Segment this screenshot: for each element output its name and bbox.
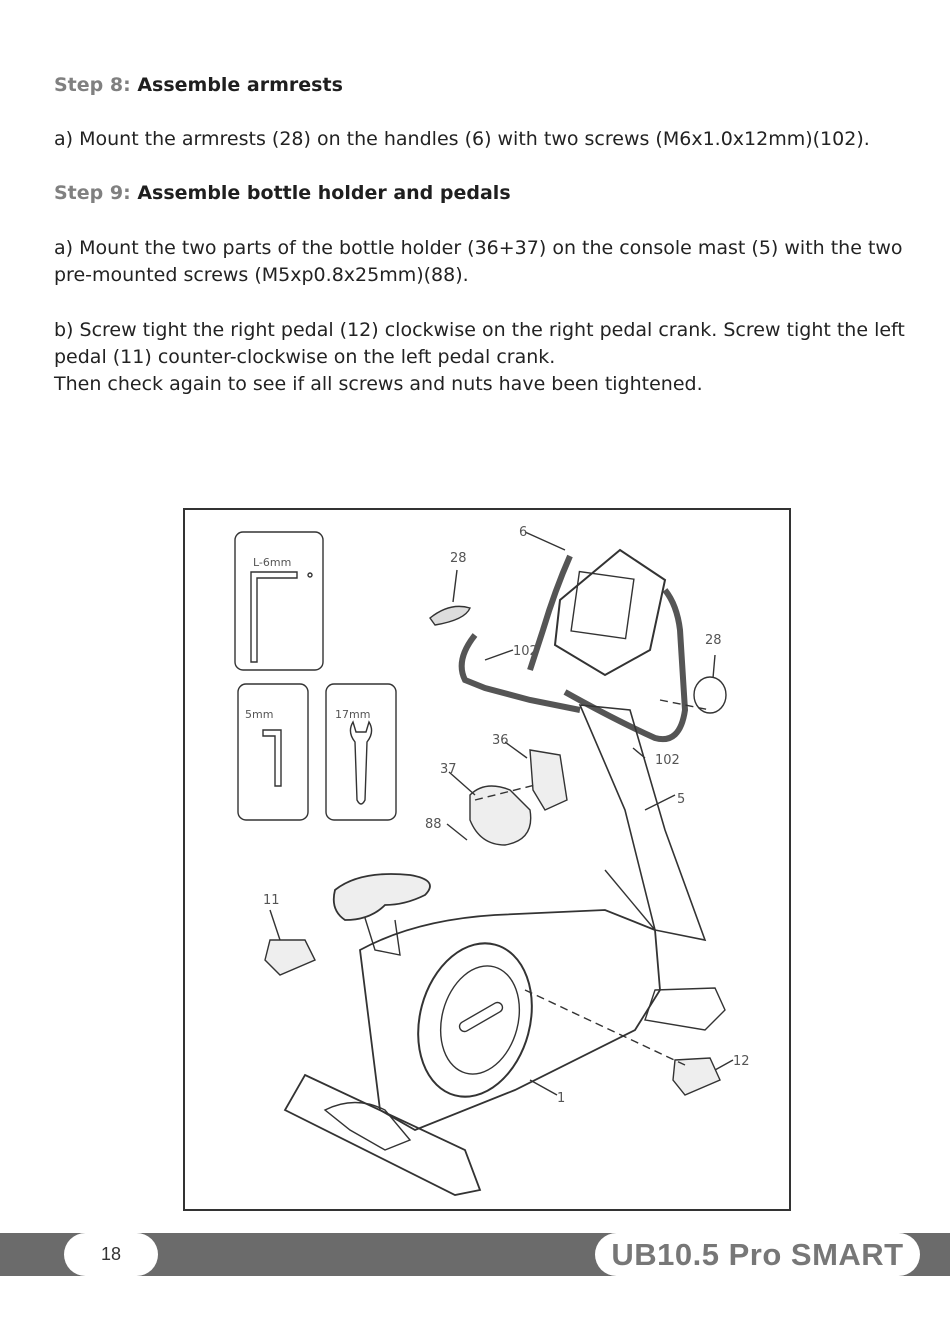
step-9-instruction-b-line-3: Then check again to see if all screws and nuts have been tightened. bbox=[54, 373, 703, 395]
step-9-title: Assemble bottle holder and pedals bbox=[137, 182, 511, 204]
step-9-instruction-a-line-1: a) Mount the two parts of the bottle holder (36+37) on the console mast (5) with the two bbox=[54, 237, 903, 259]
step-8-number: Step 8: bbox=[54, 74, 131, 96]
wrench-label: 17mm bbox=[335, 708, 371, 721]
allen-key-label: L-6mm bbox=[253, 556, 292, 569]
part-label-88: 88 bbox=[425, 817, 442, 832]
step-8-heading bbox=[54, 74, 343, 96]
step-9-instruction-b-line-2: pedal (11) counter-clockwise on the left pedal crank. bbox=[54, 346, 556, 368]
step-9-instruction-a bbox=[54, 235, 914, 289]
step-9-heading bbox=[54, 182, 511, 204]
part-label-28-right: 28 bbox=[705, 633, 722, 648]
allen-key-tool-box bbox=[235, 532, 323, 670]
part-label-11: 11 bbox=[263, 893, 280, 908]
hex-key-icon bbox=[263, 730, 281, 786]
part-label-1: 1 bbox=[557, 1091, 566, 1106]
part-label-12: 12 bbox=[733, 1054, 750, 1069]
small-key-label: 5mm bbox=[245, 708, 274, 721]
step-9-instruction-b-line-1: b) Screw tight the right pedal (12) clockwise on the right pedal crank. Screw tight the left bbox=[54, 319, 905, 341]
wrench-icon bbox=[350, 722, 371, 804]
step-8-instruction-a-line: a) Mount the armrests (28) on the handles (6) with two screws (M6x1.0x12mm)(102). bbox=[54, 128, 870, 150]
small-key-tool-box bbox=[238, 684, 308, 820]
allen-key-icon bbox=[251, 572, 297, 662]
part-label-28-left: 28 bbox=[450, 551, 467, 566]
product-name-badge bbox=[595, 1233, 920, 1276]
page-number-badge bbox=[64, 1233, 158, 1276]
step-9-number: Step 9: bbox=[54, 182, 131, 204]
wrench-tool-box bbox=[326, 684, 396, 820]
step-9-instruction-a-line-2: pre-mounted screws (M5xp0.8x25mm)(88). bbox=[54, 264, 469, 286]
step-8-title: Assemble armrests bbox=[137, 74, 343, 96]
part-label-36: 36 bbox=[492, 733, 509, 748]
page-number: 18 bbox=[100, 1244, 122, 1264]
part-label-5: 5 bbox=[677, 792, 686, 807]
product-name: UB10.5 Pro SMART bbox=[611, 1236, 904, 1272]
part-label-102-left: 102 bbox=[513, 644, 538, 659]
bike-assembly-illustration bbox=[185, 510, 789, 1209]
step-9-instruction-b bbox=[54, 317, 914, 398]
assembly-diagram bbox=[183, 508, 791, 1211]
part-label-102-right: 102 bbox=[655, 753, 680, 768]
step-8-instruction-a bbox=[54, 126, 914, 153]
part-label-6: 6 bbox=[519, 525, 528, 540]
part-label-37: 37 bbox=[440, 762, 457, 777]
